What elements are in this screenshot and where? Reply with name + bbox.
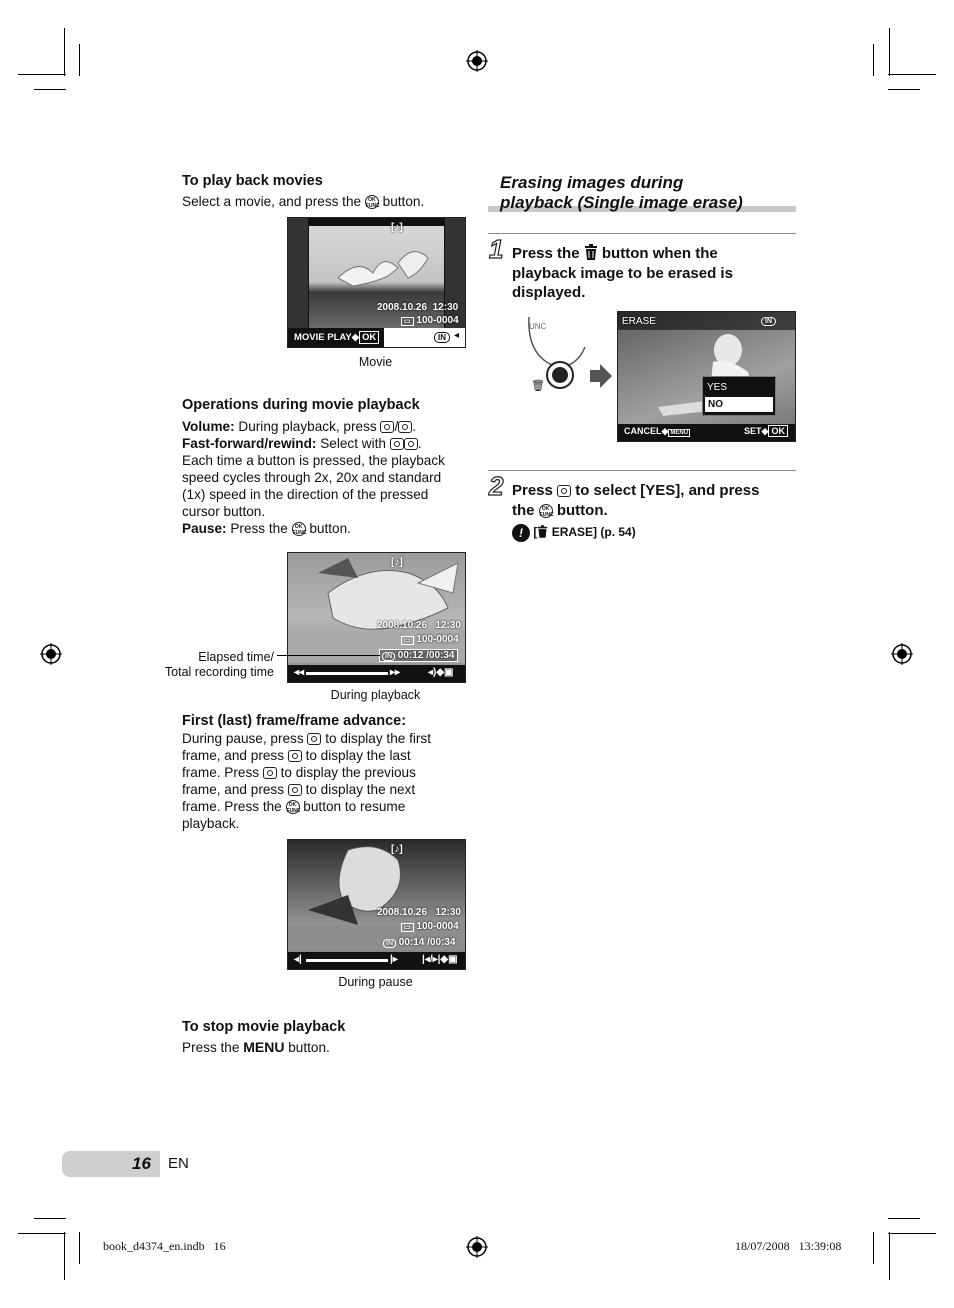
music-icon: [♪] [391, 844, 403, 855]
last-frame-icon: |▸ [390, 954, 398, 965]
operations-text [182, 418, 467, 537]
crop-mark [888, 89, 920, 90]
step1-rule [488, 233, 796, 234]
pause-screen [287, 839, 466, 970]
ok-func-button-icon: OK FUNC [539, 505, 554, 518]
print-file-info: book_d4374_en.indb 16 [103, 1239, 226, 1253]
crop-mark [34, 89, 66, 90]
play-movies-text [182, 193, 424, 210]
trash-icon [537, 525, 548, 538]
memory-in-badge: IN [434, 332, 450, 343]
page-number: 16 [132, 1154, 151, 1173]
screen-datetime: 2008.10.26 12:30 [377, 907, 461, 918]
heading-frame-advance: First (last) frame/frame advance: [182, 713, 407, 729]
left-arrow-button-icon [390, 438, 404, 450]
registration-mark-icon [40, 643, 62, 665]
volume-icon: ◂ [454, 330, 460, 341]
crop-mark [888, 74, 936, 75]
arrow-right-icon [590, 364, 612, 388]
step2-text: Press to select [YES], and press the OK FUNC button. [512, 482, 760, 519]
fast-forward-icon: ▸▸ [390, 667, 401, 678]
crop-mark [79, 44, 80, 76]
progress-track [306, 672, 388, 675]
music-icon: [♪] [391, 222, 403, 233]
section-title: Erasing images during playback (Single image erase) [500, 173, 743, 212]
screen-file-number: ▭ 100-0004 [401, 634, 459, 645]
print-date-info: 18/07/2008 13:39:08 [735, 1239, 842, 1253]
screen-bottom-bar-right [384, 328, 465, 347]
seagull-closeup-image [288, 553, 465, 663]
crop-mark [34, 1218, 66, 1219]
set-label: SET◆ OK [744, 426, 788, 437]
ok-func-button-icon: OK FUNC [286, 802, 301, 815]
cycle-text: Each time a button is pressed, the playback speed cycles through 2x, 20x and standard (1x) speed in the direction of the pressed cursor button. [182, 453, 445, 519]
screen-file-number: ▭ 100-0004 [401, 921, 459, 932]
menu-button-label: MENU [243, 1039, 285, 1055]
crop-mark [64, 28, 65, 76]
note-text: ERASE] (p. 54) [551, 525, 636, 540]
svg-text:🗑: 🗑 [531, 380, 545, 392]
first-frame-icon: ◂| [294, 954, 302, 965]
rewind-icon: ◂◂ [294, 667, 305, 678]
crop-mark [873, 44, 874, 76]
pause-control-bar [288, 952, 465, 969]
registration-mark-icon [891, 643, 913, 665]
film-strip-left [288, 218, 308, 328]
memory-in-badge: IN [761, 317, 776, 326]
heading-stop: To stop movie playback [182, 1019, 346, 1035]
language-code: EN [168, 1155, 189, 1172]
crop-mark [18, 1233, 66, 1234]
volume-line: Volume: During playback, press / . [182, 419, 417, 434]
registration-mark-icon [466, 1236, 488, 1258]
elapsed-time-readout: IN 00:14 /00:34 [383, 937, 456, 948]
up-down-arrow-button-icon [557, 485, 571, 497]
ffrw-line: Fast-forward/rewind: Select with . [182, 436, 422, 451]
yes-option[interactable]: YES [707, 382, 728, 393]
crop-mark [889, 28, 890, 76]
caption-movie: Movie [358, 355, 393, 369]
note-line: ! [ ERASE] (p. 54) [512, 524, 636, 542]
crop-mark [64, 1232, 65, 1280]
step-number-1: 1 [489, 234, 504, 264]
erase-title: ERASE [622, 316, 656, 327]
up-arrow-button-icon [307, 733, 321, 745]
stop-text: Press the MENU button. [182, 1039, 330, 1055]
caption-during-pause: During pause [338, 975, 413, 989]
volume-adjust-icon: ◂)◆▣ [428, 667, 454, 678]
step-number-2: 2 [489, 471, 504, 501]
right-arrow-button-icon [404, 438, 418, 450]
caption-during-playback: During playback [330, 688, 421, 702]
crop-mark [889, 1232, 890, 1280]
erase-screen [617, 311, 796, 442]
frame-step-icon: |◂/▸|◆▣ [422, 954, 458, 965]
play-movies-text-after: button. [382, 194, 425, 209]
step1-text: Press the button when the playback image to be erased is displayed. [512, 245, 733, 301]
screen-datetime: 2008.10.26 12:30 [377, 302, 459, 313]
crop-mark [79, 1232, 80, 1264]
movie-screen [287, 217, 466, 348]
elapsed-time-readout: IN 00:12 /00:34 [379, 649, 458, 662]
cancel-label: CANCEL◆ MENU [624, 426, 689, 436]
seagull-pause-image [288, 840, 465, 950]
playback-control-bar [288, 665, 465, 682]
elapsed-label: Elapsed time/ Total recording time [164, 650, 274, 679]
heading-play-movies: To play back movies [182, 173, 323, 189]
trash-icon [584, 244, 598, 260]
svg-text:UNC: UNC [529, 322, 547, 331]
down-arrow-button-icon [398, 421, 412, 433]
frame-advance-text: During pause, press to display the first frame, and press to display the last frame. Press to display the previous frame, and press to display the next frame. Press the OK FUNC button to resume playback. [182, 731, 431, 831]
screen-file-number: ▭ 100-0004 [401, 315, 459, 326]
step2-rule [488, 470, 796, 471]
crop-mark [873, 1232, 874, 1264]
screen-datetime: 2008.10.26 12:30 [377, 620, 461, 631]
caution-icon: ! [512, 524, 530, 542]
play-movies-text-before: Select a movie, and press the [182, 194, 362, 209]
crop-mark [18, 74, 66, 75]
ok-func-button-icon: OK FUNC [365, 197, 380, 210]
seagulls-image [328, 238, 438, 298]
right-arrow-button-icon [288, 784, 302, 796]
ok-func-button-icon: OK FUNC [292, 524, 307, 537]
up-arrow-button-icon [380, 421, 394, 433]
registration-mark-icon [466, 50, 488, 72]
movie-play-label: MOVIE PLAY◆ OK [294, 332, 379, 343]
elapsed-pointer-line [277, 655, 380, 656]
no-option[interactable]: NO [705, 397, 773, 412]
heading-operations: Operations during movie playback [182, 397, 420, 413]
down-arrow-button-icon [288, 750, 302, 762]
camera-dial-illustration [527, 317, 587, 395]
left-arrow-button-icon [263, 767, 277, 779]
erase-menu [702, 376, 776, 416]
progress-track [306, 959, 388, 962]
pause-line: Pause: Press the OK FUNC button. [182, 521, 351, 537]
music-icon: [♪] [391, 557, 403, 568]
crop-mark [888, 1233, 936, 1234]
erase-bottom-bar [618, 424, 795, 441]
crop-mark [888, 1218, 920, 1219]
playback-screen [287, 552, 466, 683]
